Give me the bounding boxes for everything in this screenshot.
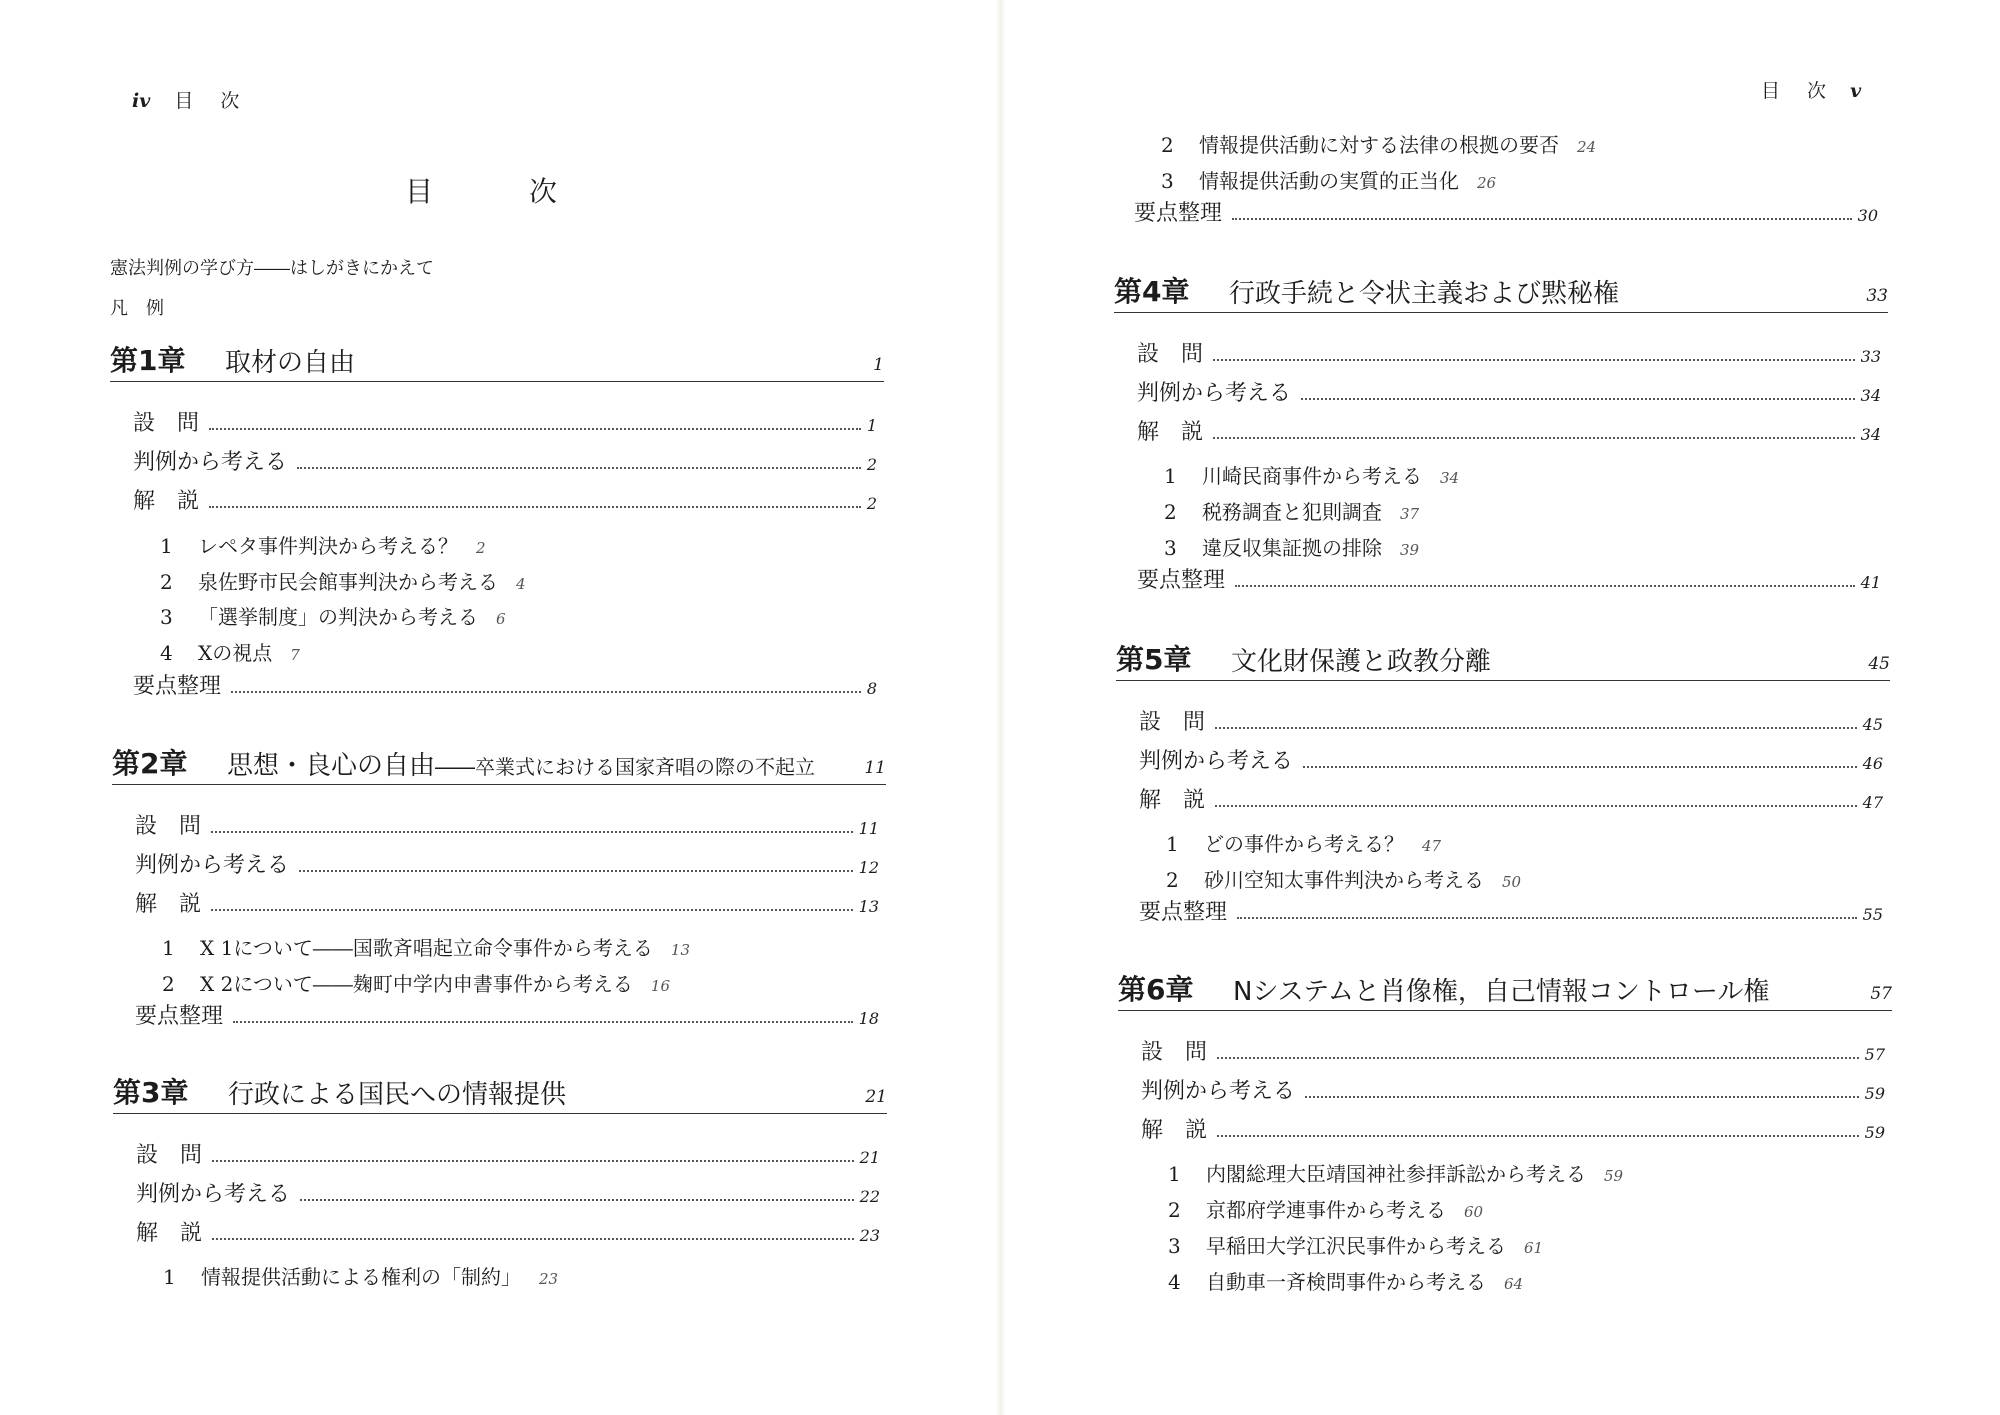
toc-item: 3 「選挙制度」の判決から考える 6 — [160, 605, 506, 629]
toc-entry-summary: 要点整理 55 — [1139, 900, 1883, 925]
chapter-title: 行政による国民への情報提供 — [228, 1080, 567, 1110]
page-number: v — [1850, 80, 1862, 102]
chapter-page: 1 — [873, 355, 884, 375]
toc-entry-commentary: 解 説 34 — [1137, 420, 1881, 445]
chapter-2-heading — [112, 744, 886, 785]
front-matter-preface: 憲法判例の学び方――はしがきにかえて — [110, 258, 434, 279]
toc-item: 2 泉佐野市民会館事判決から考える 4 — [160, 570, 526, 594]
toc-entry-commentary: 解 説 47 — [1139, 788, 1883, 813]
toc-entry-summary: 要点整理 18 — [135, 1004, 879, 1029]
toc-item: 4 自動車一斉検問事件から考える 64 — [1168, 1270, 1524, 1294]
toc-entry-question: 設 問 11 — [135, 814, 879, 839]
chapter-4-heading — [1114, 272, 1888, 313]
chapter-page: 57 — [1870, 984, 1892, 1004]
toc-item: 2 X 2について――麹町中学内申書事件から考える 16 — [162, 972, 671, 996]
toc-entry-cases: 判例から考える 34 — [1137, 381, 1881, 406]
chapter-page: 45 — [1868, 654, 1890, 674]
toc-item: 3 早稲田大学江沢民事件から考える 61 — [1168, 1234, 1544, 1258]
toc-item: 1 どの事件から考える？ 47 — [1166, 832, 1442, 856]
toc-item: 2 京都府学連事件から考える 60 — [1168, 1198, 1484, 1222]
chapter-page: 21 — [865, 1087, 887, 1107]
toc-entry-commentary: 解 説 23 — [136, 1221, 880, 1246]
page-number: iv — [132, 90, 151, 112]
chapter-title: 思想・良心の自由――卒業式における国家斉唱の際の不起立 — [227, 751, 816, 781]
toc-entry-question: 設 問 1 — [133, 411, 877, 436]
toc-entry-summary: 要点整理 8 — [133, 674, 877, 699]
right-page — [996, 0, 2000, 1415]
chapter-title: 文化財保護と政教分離 — [1231, 647, 1492, 677]
chapter-1-heading — [110, 341, 884, 382]
toc-entry-summary: 要点整理 30 — [1134, 201, 1878, 226]
toc-item: 2 砂川空知太事件判決から考える 50 — [1166, 868, 1522, 892]
toc-entry-question: 設 問 33 — [1137, 342, 1881, 367]
chapter-number: 第3章 — [113, 1076, 189, 1109]
toc-entry-cases: 判例から考える 59 — [1141, 1079, 1885, 1104]
left-page — [0, 0, 996, 1415]
chapter-number: 第4章 — [1114, 275, 1190, 308]
chapter-number: 第2章 — [112, 747, 188, 780]
toc-item: 2 税務調査と犯則調査 37 — [1164, 500, 1420, 524]
toc-item: 3 違反収集証拠の排除 39 — [1164, 536, 1420, 560]
toc-item: 1 X 1について――国歌斉唱起立命令事件から考える 13 — [162, 936, 691, 960]
chapter-6-heading — [1118, 970, 1892, 1011]
running-head-right — [1761, 76, 1861, 103]
toc-entry-commentary: 解 説 59 — [1141, 1118, 1885, 1143]
toc-entry-commentary: 解 説 2 — [133, 489, 877, 514]
chapter-title: 行政手続と令状主義および黙秘権 — [1229, 279, 1620, 309]
running-head-left — [132, 86, 243, 113]
running-head-title: 目 次 — [1761, 80, 1831, 102]
toc-entry-question: 設 問 57 — [1141, 1040, 1885, 1065]
toc-item: 1 レペタ事件判決から考える？ 2 — [160, 534, 486, 558]
toc-entry-cases: 判例から考える 46 — [1139, 749, 1883, 774]
toc-item: 1 情報提供活動による権利の「制約」 23 — [163, 1265, 559, 1289]
chapter-3-heading — [113, 1073, 887, 1114]
toc-item: 1 川崎民商事件から考える 34 — [1164, 464, 1460, 488]
toc-entry-summary: 要点整理 41 — [1137, 568, 1881, 593]
toc-item: 2 情報提供活動に対する法律の根拠の要否 24 — [1161, 133, 1597, 157]
toc-item: 1 内閣総理大臣靖国神社参拝訴訟から考える 59 — [1168, 1162, 1624, 1186]
toc-entry-question: 設 問 45 — [1139, 710, 1883, 735]
chapter-5-heading — [1116, 640, 1890, 681]
toc-entry-question: 設 問 21 — [136, 1143, 880, 1168]
toc-entry-cases: 判例から考える 2 — [133, 450, 877, 475]
chapter-title: 取材の自由 — [225, 348, 356, 378]
toc-item: 3 情報提供活動の実質的正当化 26 — [1161, 169, 1497, 193]
running-head-title: 目 次 — [174, 90, 244, 112]
toc-title: 目 次 — [404, 175, 591, 208]
chapter-page: 33 — [1866, 286, 1888, 306]
front-matter-notes: 凡 例 — [110, 298, 164, 319]
chapter-number: 第1章 — [110, 344, 186, 377]
toc-entry-commentary: 解 説 13 — [135, 892, 879, 917]
chapter-page: 11 — [864, 758, 886, 778]
toc-entry-cases: 判例から考える 12 — [135, 853, 879, 878]
chapter-title: Nシステムと肖像権，自己情報コントロール権 — [1233, 977, 1770, 1007]
toc-item: 4 Xの視点 7 — [160, 641, 300, 665]
chapter-number: 第5章 — [1116, 643, 1192, 676]
toc-entry-cases: 判例から考える 22 — [136, 1182, 880, 1207]
chapter-number: 第6章 — [1118, 973, 1194, 1006]
